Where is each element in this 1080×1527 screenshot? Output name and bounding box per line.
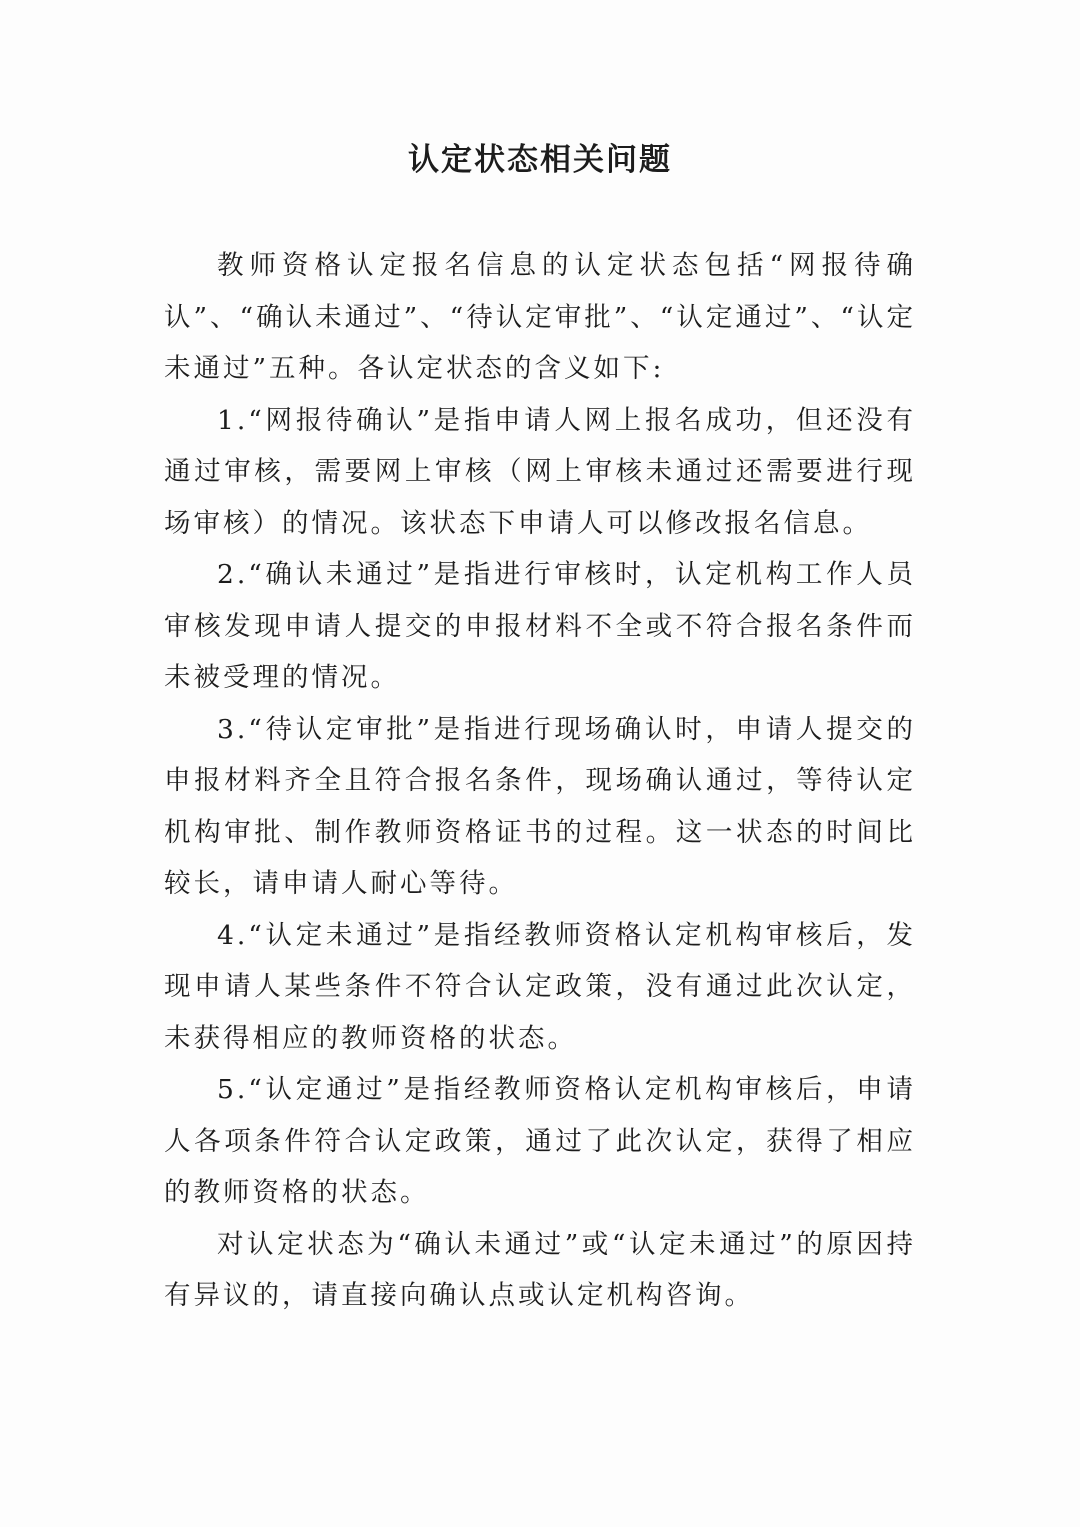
- status-item-2: 2.“确认未通过”是指进行审核时，认定机构工作人员审核发现申请人提交的申报材料不全或不符合报名条件而未被受理的情况。: [164, 559, 916, 693]
- status-item-5: 5.“认定通过”是指经教师资格认定机构审核后，申请人各项条件符合认定政策，通过了此次认定，获得了相应的教师资格的状态。: [164, 1074, 916, 1208]
- intro-paragraph: 教师资格认定报名信息的认定状态包括“网报待确认”、“确认未通过”、“待认定审批”、“认定通过”、“认定未通过”五种。各认定状态的含义如下:: [164, 250, 916, 384]
- status-item-3: 3.“待认定审批”是指进行现场确认时，申请人提交的申报材料齐全且符合报名条件，现场确认通过，等待认定机构审批、制作教师资格证书的过程。这一状态的时间比较长，请申请人耐心等待。: [164, 713, 916, 899]
- status-item-4: 4.“认定未通过”是指经教师资格认定机构审核后，发现申请人某些条件不符合认定政策，没有通过此次认定，未获得相应的教师资格的状态。: [164, 919, 916, 1054]
- status-item-1: 1.“网报待确认”是指申请人网上报名成功，但还没有通过审核，需要网上审核（网上审核未通过还需要进行现场审核）的情况。该状态下申请人可以修改报名信息。: [164, 404, 916, 539]
- document-title: 认定状态相关问题: [408, 142, 672, 178]
- closing-paragraph: 对认定状态为“确认未通过”或“认定未通过”的原因持有异议的，请直接向确认点或认定机构咨询。: [164, 1228, 916, 1311]
- document-body: [164, 240, 916, 1322]
